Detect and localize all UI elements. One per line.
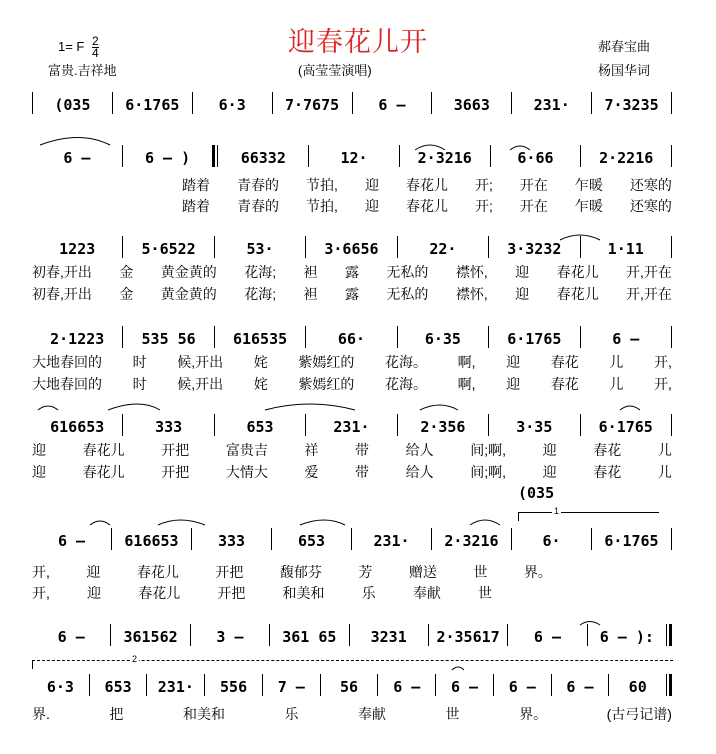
lyrics-verse-2 — [32, 462, 672, 482]
notes-row — [32, 528, 672, 550]
measure: 60 — [628, 678, 647, 696]
lyric-word: 大地春回的 — [32, 376, 102, 392]
lyric-word: 和美和 — [182, 706, 225, 722]
barline — [671, 326, 672, 348]
lyric-word: 露 — [344, 286, 359, 302]
measure: 1223 — [59, 240, 96, 258]
lyric-word: 间;啊, — [470, 442, 507, 458]
lyric-word: (古弓记谱) — [606, 706, 672, 722]
time-bottom: 4 — [92, 46, 99, 60]
lyric-word: 界. — [32, 706, 50, 722]
measure: 6·1765 — [507, 330, 562, 348]
lyric-word: 儿 — [609, 376, 624, 392]
lyric-word: 花海。 — [385, 354, 428, 370]
lyric-word: 还寒的 — [629, 177, 672, 193]
lyric-word: 乐 — [284, 706, 299, 722]
lyrics-verse-1 — [182, 175, 672, 195]
measure: 66· — [337, 330, 366, 348]
lyrics-verse-1 — [32, 352, 672, 372]
measure: 6·1765 — [604, 532, 659, 550]
lyric-word: 界。 — [519, 706, 548, 722]
lyric-word: 和美和 — [282, 585, 325, 601]
lyric-word: 初春,开出 — [32, 264, 92, 280]
lyric-word: 紫嫣红的 — [298, 376, 355, 392]
lyric-word: 世 — [445, 706, 460, 722]
lyric-word: 奉献 — [358, 706, 387, 722]
lyric-word: 开,开在 — [626, 264, 672, 280]
lyric-word: 馥郁芬 — [279, 564, 322, 580]
measure: 616653 — [124, 532, 179, 550]
measure: 6·66 — [517, 149, 554, 167]
lyric-word: 时 — [132, 354, 147, 370]
lyrics-verse-1 — [32, 262, 672, 282]
system-7 — [32, 624, 672, 654]
singer-credit: (高莹莹演唱) — [298, 63, 372, 78]
measure: 6 – — [393, 678, 421, 696]
measure: 5·6522 — [141, 240, 196, 258]
measure: 333 — [217, 532, 246, 550]
repeat-end-barline — [666, 624, 672, 646]
lyric-word: 界。 — [523, 564, 552, 580]
lyric-word: 开, — [32, 585, 50, 601]
lyric-word: 春花儿 — [556, 264, 599, 280]
measure: 3663 — [453, 96, 490, 114]
barline — [671, 236, 672, 258]
measure: 333 — [155, 418, 183, 436]
measure: 361 65 — [282, 628, 337, 646]
measure: 653 — [104, 678, 132, 696]
lyric-word: 迎 — [86, 564, 101, 580]
measure: 2·35617 — [436, 628, 500, 646]
lyric-word: 开在 — [519, 177, 548, 193]
lyric-word: 无私的 — [386, 286, 429, 302]
lyric-word: 节拍, — [306, 198, 338, 214]
lyric-word: 姹 — [253, 376, 268, 392]
barline — [671, 414, 672, 436]
measure: 3 – — [216, 628, 244, 646]
measure: 6·1765 — [598, 418, 653, 436]
measure: 6 – — [378, 96, 406, 114]
final-barline — [666, 674, 672, 696]
lyric-word: 袒 — [303, 264, 318, 280]
measure: 231· — [533, 96, 570, 114]
lyric-word: 春花儿 — [405, 177, 448, 193]
measure: 6 – — [450, 678, 479, 696]
lyric-word: 开, — [654, 376, 672, 392]
measure: 3·3232 — [507, 240, 562, 258]
lyrics-verse-2 — [32, 374, 672, 394]
notes-row — [32, 236, 672, 258]
lyric-word: 给人 — [405, 464, 434, 480]
measure: (035 — [54, 96, 91, 114]
measure: 6 – — [566, 678, 594, 696]
lyric-word: 爱 — [304, 464, 319, 480]
measure: 2·1223 — [50, 330, 105, 348]
notes-row — [32, 414, 672, 436]
lyric-word: 时 — [132, 376, 147, 392]
measure: 6·3 — [46, 678, 74, 696]
lyric-word: 襟怀, — [455, 286, 488, 302]
measure: 56 — [340, 678, 359, 696]
lyric-word: 候,开出 — [177, 376, 224, 392]
lyric-word: 大地春回的 — [32, 354, 102, 370]
lyric-word: 给人 — [405, 442, 434, 458]
measure: 653 — [297, 532, 326, 550]
measure: 7·7675 — [284, 96, 340, 114]
lyric-word: 世 — [473, 564, 488, 580]
lyric-word: 迎 — [32, 442, 46, 458]
notes-row — [32, 145, 672, 167]
lyric-word: 春花儿 — [82, 442, 125, 458]
lyric-word: 开; — [474, 177, 493, 193]
lyric-word: 迎 — [32, 464, 46, 480]
lyric-word: 迎 — [506, 376, 521, 392]
measure: 3·6656 — [324, 240, 379, 258]
measure: 6 – — [63, 149, 91, 167]
intro-mark: (035 — [518, 484, 555, 502]
lyric-word: 花海; — [244, 264, 277, 280]
lyric-word: 开在 — [519, 198, 548, 214]
measure: 6 – — [57, 628, 85, 646]
time-top: 2 — [92, 34, 99, 48]
lyric-word: 富贵吉 — [225, 442, 268, 458]
lyric-word: 乍暖 — [574, 177, 603, 193]
lyric-word: 迎 — [364, 198, 379, 214]
lyric-word: 襟怀, — [455, 264, 488, 280]
lyric-word: 春花儿 — [405, 198, 448, 214]
measure: 6·3 — [218, 96, 246, 114]
lyric-word: 祥 — [304, 442, 319, 458]
lyric-word: 迎 — [87, 585, 102, 601]
lyric-word: 赠送 — [408, 564, 437, 580]
lyric-word: 露 — [344, 264, 359, 280]
lyrics-verse-1 — [32, 440, 672, 460]
lyric-word: 开; — [474, 198, 493, 214]
system-1 — [32, 92, 672, 122]
measure: 3231 — [370, 628, 407, 646]
lyric-word: 迎 — [515, 264, 530, 280]
measure: 7 – — [277, 678, 305, 696]
lyric-word: 青春的 — [237, 177, 280, 193]
volta-1-label: 1 — [554, 506, 560, 516]
measure: 6 – ): — [599, 628, 654, 646]
notes-row — [32, 674, 672, 696]
lyric-word: 乍暖 — [574, 198, 603, 214]
lyrics-verse-1 — [32, 562, 552, 582]
measure: 361562 — [123, 628, 178, 646]
measure: 616535 — [232, 330, 288, 348]
measure: 6 – — [57, 532, 86, 550]
lyric-word: 春花儿 — [136, 564, 179, 580]
lyric-word: 花海。 — [385, 376, 428, 392]
lyric-word: 黄金黄的 — [160, 264, 217, 280]
notes-row — [32, 326, 672, 348]
lyric-word: 啊, — [457, 376, 476, 392]
measure: 2·3216 — [417, 149, 472, 167]
composer-credit: 郝春宝曲 — [598, 39, 651, 54]
system-8 — [32, 674, 672, 724]
system-3 — [32, 236, 672, 306]
barline — [671, 145, 672, 167]
system-4 — [32, 326, 672, 396]
measure: 2·3216 — [444, 532, 499, 550]
measure: 6 – — [612, 330, 640, 348]
lyric-word: 间;啊, — [470, 464, 507, 480]
measure: 22· — [429, 240, 457, 258]
measure: 231· — [373, 532, 410, 550]
lyric-word: 迎 — [364, 177, 379, 193]
measure: 66332 — [240, 149, 286, 167]
notes-row — [32, 624, 672, 646]
lyrics-verse-2 — [182, 196, 672, 216]
measure: 556 — [220, 678, 248, 696]
lyric-word: 节拍, — [306, 177, 338, 193]
lyrics-verse-2 — [32, 284, 672, 304]
lyric-word: 迎 — [506, 354, 521, 370]
lyric-word: 开, — [32, 564, 50, 580]
lyric-word: 带 — [355, 442, 370, 458]
lyric-word: 带 — [355, 464, 370, 480]
lyric-word: 芳 — [358, 564, 373, 580]
lyric-word: 儿 — [657, 464, 672, 480]
measure: 2·356 — [420, 418, 466, 436]
measure: 6 – ) — [145, 149, 191, 167]
measure: 6·1765 — [125, 96, 180, 114]
measure: 7·3235 — [604, 96, 659, 114]
lyric-word: 啊, — [457, 354, 476, 370]
lyric-word: 迎 — [542, 464, 557, 480]
lyric-word: 春花 — [550, 376, 579, 392]
measure: 12· — [340, 149, 368, 167]
measure: 6·35 — [424, 330, 461, 348]
measure: 1·11 — [607, 240, 644, 258]
song-title: 迎春花儿开 — [288, 27, 428, 57]
lyric-word: 开, — [654, 354, 672, 370]
lyric-word: 把 — [109, 706, 124, 722]
lyric-word: 袒 — [303, 286, 318, 302]
system-2 — [32, 145, 672, 215]
lyric-word: 还寒的 — [629, 198, 672, 214]
measure: 3·35 — [516, 418, 553, 436]
measure: 653 — [246, 418, 274, 436]
lyric-word: 紫嫣红的 — [298, 354, 355, 370]
lyric-word: 开,开在 — [626, 286, 672, 302]
measure: 6· — [542, 532, 561, 550]
lyric-word: 春花儿 — [556, 286, 599, 302]
lyricist-credit: 杨国华词 — [598, 63, 651, 78]
lyric-word: 开把 — [217, 585, 246, 601]
lyric-word: 奉献 — [412, 585, 441, 601]
lyric-word: 世 — [477, 585, 492, 601]
key-label: 1= F — [58, 38, 85, 54]
lyric-word: 青春的 — [237, 198, 280, 214]
lyric-word: 儿 — [609, 354, 624, 370]
system-5 — [32, 414, 672, 484]
volta-1-bracket — [518, 512, 659, 521]
lyric-word: 春花 — [550, 354, 579, 370]
lyric-word: 儿 — [657, 442, 672, 458]
lyrics-verse-2 — [32, 583, 492, 603]
lyric-word: 开把 — [161, 464, 190, 480]
lyric-word: 春花儿 — [82, 464, 125, 480]
lyric-word: 候,开出 — [177, 354, 224, 370]
system-6 — [32, 528, 672, 601]
lyric-word: 姹 — [253, 354, 268, 370]
lyric-word: 春花儿 — [138, 585, 181, 601]
measure: 535 56 — [141, 330, 196, 348]
barline — [671, 92, 672, 114]
lyric-word: 乐 — [361, 585, 376, 601]
measure: 616653 — [50, 418, 105, 436]
measure: 2·2216 — [599, 149, 654, 167]
lyric-word: 大情大 — [225, 464, 268, 480]
lyric-word: 无私的 — [386, 264, 429, 280]
lyric-word: 开把 — [215, 564, 244, 580]
lyric-word: 迎 — [542, 442, 557, 458]
measure: 231· — [157, 678, 194, 696]
lyric-word: 踏着 — [182, 198, 210, 214]
lyric-word: 迎 — [515, 286, 530, 302]
lyrics-verse-1 — [32, 704, 672, 724]
lyric-word: 黄金黄的 — [160, 286, 217, 302]
lyric-word: 初春,开出 — [32, 286, 92, 302]
lyric-word: 春花 — [593, 442, 622, 458]
lyric-word: 开把 — [161, 442, 190, 458]
volta-2-bracket — [32, 660, 673, 669]
measure: 6 – — [533, 628, 561, 646]
notes-row — [32, 92, 672, 114]
lyric-word: 春花 — [593, 464, 622, 480]
barline — [671, 528, 672, 550]
measure: 231· — [333, 418, 370, 436]
lyric-word: 金 — [119, 286, 134, 302]
lyric-word: 花海; — [244, 286, 277, 302]
lyric-word: 踏着 — [182, 177, 210, 193]
lyric-word: 金 — [119, 264, 134, 280]
subtitle-left: 富贵.吉祥地 — [48, 63, 117, 78]
measure: 53· — [246, 240, 274, 258]
measure: 6 – — [508, 678, 536, 696]
volta-2-label: 2 — [132, 654, 138, 664]
